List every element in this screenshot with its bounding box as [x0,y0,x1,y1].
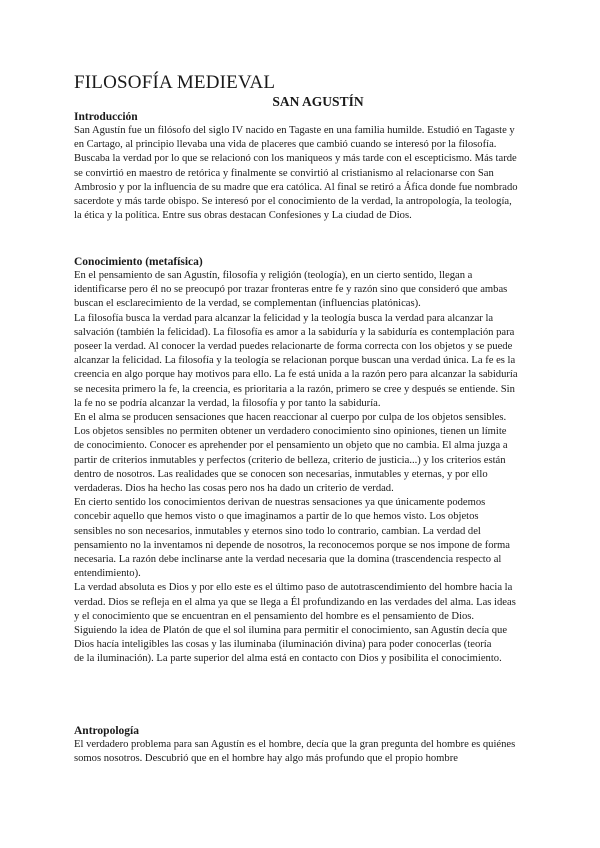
document-subtitle: SAN AGUSTÍN [272,94,364,109]
section-paragraph: En el pensamiento de san Agustín, filosofía y religión (teología), en un cierto sentido, llegan a identificarse pero él no se preocupó por trazar fronteras entre fe y razón sino que consideró que ambas buscan el esclarecimiento de la verdad, se complementan (influencias platónicas). [74,270,508,310]
section-paragraph: En el alma se producen sensaciones que hacen reaccionar al cuerpo por culpa de los objetos sensibles. Los objetos sensibles no permiten obtener un verdadero conocimiento sino opiniones, tienen un límite de conocimiento. Conocer es aprehender por el pensamiento un objeto que no cambia. El alma juzga a partir de criterios inmutables y perfectos (criterio de belleza, criterio de justicia...) y los criterios están dentro de nosotros. Las realidades que se conocen son necesarias, inmutables y eternas, y por ello verdaderas. Dios ha hecho las cosas pero nos ha dado un criterio de verdad. [74,412,508,495]
section-paragraph: La verdad absoluta es Dios y por ello este es el último paso de autotrascendimiento del hombre hacia la verdad. Dios se refleja en el alma ya que se llega a Él profundizando en las verdades del alma. Las ideas y el conocimiento que se encuentran en el pensamiento del hombre es el pensamiento de Dios. Siguiendo la idea de Platón de que el sol ilumina para permitir el conocimiento, san Agustín decía que Dios hacía inteligibles las cosas y las iluminaba (iluminación divina) para poder conocerlas (teoría [74,582,516,651]
section-body-conocimiento [74,269,518,711]
document-title: FILOSOFÍA MEDIEVAL [74,72,276,93]
section-paragraph: En cierto sentido los conocimientos derivan de nuestras sensaciones ya que únicamente podemos concebir aquello que hemos visto o que imaginamos a partir de lo que hemos visto. Los objetos sensibles no son necesarios, inmutables y eternos sino todo lo contrario, cambian. La verdad del pensamiento no la inventamos ni depende de nosotros, la reconocemos porque se nos impone de forma necesaria. La razón debe inclinarse ante la verdad necesaria que la domina (trascendencia respecto al entendimiento). [74,497,510,580]
section-heading-conocimiento: Conocimiento (metafísica) [74,256,203,268]
section-heading-introduccion: Introducción [74,111,138,123]
section-paragraph: de la iluminación). La parte superior del alma está en contacto con Dios y posibilita el conocimiento. [74,653,502,665]
section-paragraph: La filosofía busca la verdad para alcanzar la felicidad y la teología busca la verdad para alcanzar la salvación (también la felicidad). La filosofía es amor a la sabiduría y la sabiduría es contemplación para poseer la verdad. Al conocer la verdad puedes relacionarte de forma correcta con los objetos y se puede alcanzar la felicidad. La filosofía y la teología se relacionan porque buscan una verdad única. La fe es la creencia en algo porque hay motivos para ello. La fe está unida a la razón pero para alcanzar la sabiduría se necesita primero la fe, la creencia, es prioritaria a la razón, primero se cree y después se entiende. Sin la fe no se podría alcanzar la verdad, la filosofía y por tanto la sabiduría. [74,312,518,409]
section-paragraph: El verdadero problema para san Agustín es el hombre, decía que la gran pregunta del hombre es quiénes somos nosotros. Descubrió que en el hombre hay algo más profundo que el propio hombre [74,739,516,765]
section-paragraph: San Agustín fue un filósofo del siglo IV nacido en Tagaste en una familia humilde. Estudió en Tagaste y en Cartago, al principio llevaba una vida de placeres que cambió cuando se interesó por la filosofía. Buscaba la verdad por lo que se relacionó con los maniqueos y más tarde con el escepticismo. Más tarde se convirtió en maestro de retórica y finalmente se convirtió al cristianismo al relacionarse con San Ambrosio y por la influencia de su madre que era católica. Al final se retiró a Áfica donde fue nombrado sacerdote y más tarde obispo. Se interesó por el conocimiento de la verdad, la antropología, la teología, la ética y la política. Entre sus obras destacan Confesiones y La ciudad de Dios. [74,125,518,222]
section-heading-antropologia: Antropología [74,725,139,737]
